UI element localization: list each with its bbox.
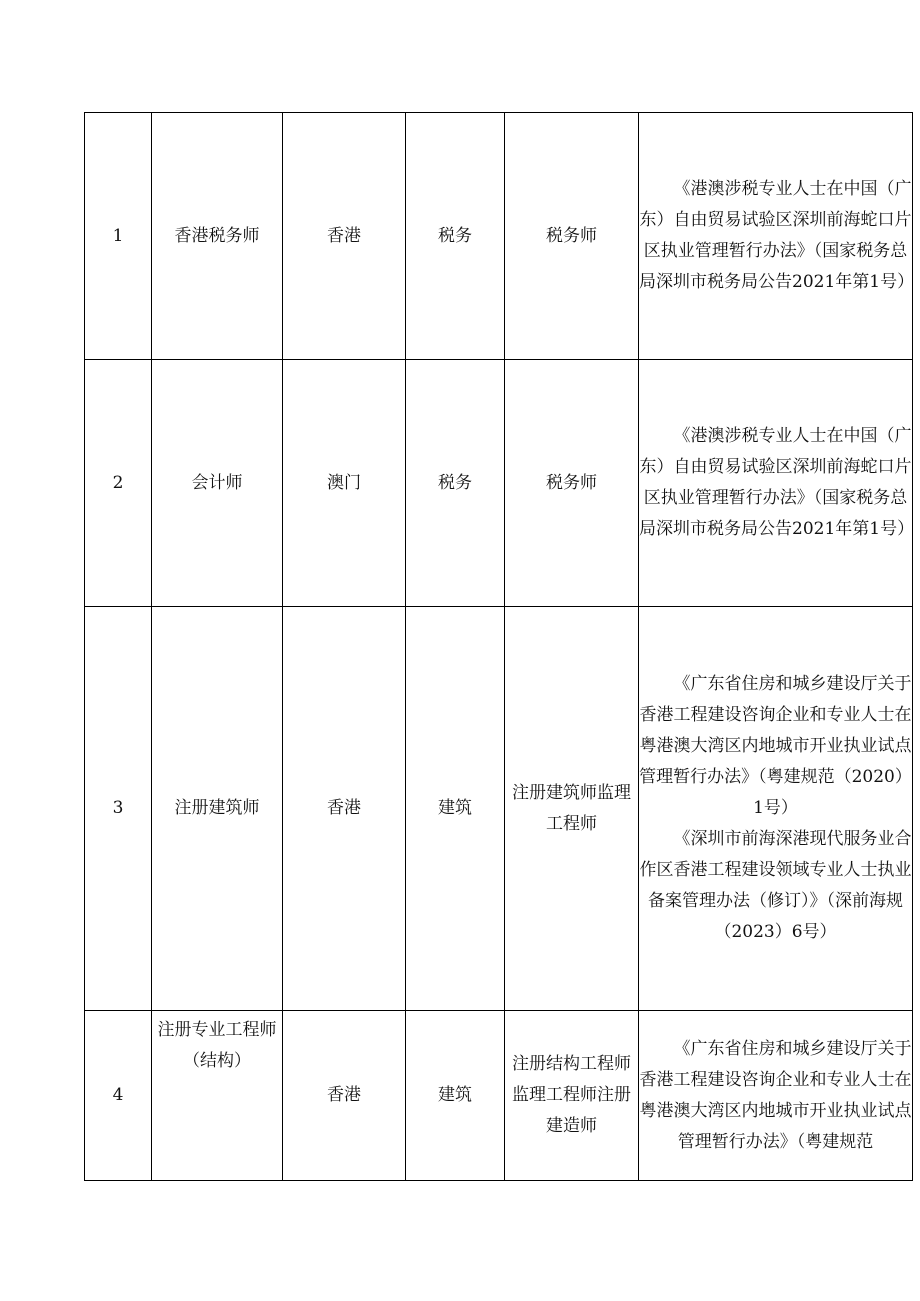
row-number: 1 xyxy=(85,113,152,360)
qualification-table xyxy=(84,112,913,1181)
table-row xyxy=(85,1011,913,1181)
legal-basis-text: 《港澳涉税专业人士在中国（广东）自由贸易试验区深圳前海蛇口片区执业管理暂行办法》（国家税务总局深圳市税务局公告2021年第1号） xyxy=(639,179,915,292)
legal-basis-cell xyxy=(639,113,913,360)
mainland-equivalent-cell: 税务师 xyxy=(505,113,639,360)
legal-basis-cell xyxy=(639,607,913,1011)
region-cell: 香港 xyxy=(283,1011,406,1181)
table-row xyxy=(85,360,913,607)
qualification-cell: 香港税务师 xyxy=(152,113,283,360)
qualification-cell: 注册专业工程师（结构） xyxy=(152,1011,283,1181)
field-cell: 建筑 xyxy=(406,607,505,1011)
table-row xyxy=(85,607,913,1011)
region-cell: 澳门 xyxy=(283,360,406,607)
legal-basis-text: 《深圳市前海深港现代服务业合作区香港工程建设领域专业人士执业备案管理办法（修订）》（深前海规（2023）6号） xyxy=(639,829,912,942)
row-number: 4 xyxy=(85,1011,152,1181)
table-row xyxy=(85,113,913,360)
mainland-equivalent-cell: 注册建筑师监理工程师 xyxy=(505,607,639,1011)
row-number: 2 xyxy=(85,360,152,607)
legal-basis-text: 《港澳涉税专业人士在中国（广东）自由贸易试验区深圳前海蛇口片区执业管理暂行办法》（国家税务总局深圳市税务局公告2021年第1号） xyxy=(639,426,915,539)
field-cell: 建筑 xyxy=(406,1011,505,1181)
legal-basis-text: 《广东省住房和城乡建设厅关于香港工程建设咨询企业和专业人士在粤港澳大湾区内地城市开业执业试点管理暂行办法》（粤建规范（2020）1号） xyxy=(639,674,912,818)
field-cell: 税务 xyxy=(406,113,505,360)
row-number: 3 xyxy=(85,607,152,1011)
qualification-cell: 会计师 xyxy=(152,360,283,607)
region-cell: 香港 xyxy=(283,113,406,360)
legal-basis-cell xyxy=(639,360,913,607)
qualification-cell: 注册建筑师 xyxy=(152,607,283,1011)
legal-basis-text: 《广东省住房和城乡建设厅关于香港工程建设咨询企业和专业人士在粤港澳大湾区内地城市开业执业试点管理暂行办法》（粤建规范 xyxy=(639,1038,912,1152)
legal-basis-cell xyxy=(639,1011,913,1181)
region-cell: 香港 xyxy=(283,607,406,1011)
field-cell: 税务 xyxy=(406,360,505,607)
mainland-equivalent-cell: 税务师 xyxy=(505,360,639,607)
mainland-equivalent-cell: 注册结构工程师监理工程师注册建造师 xyxy=(505,1011,639,1181)
